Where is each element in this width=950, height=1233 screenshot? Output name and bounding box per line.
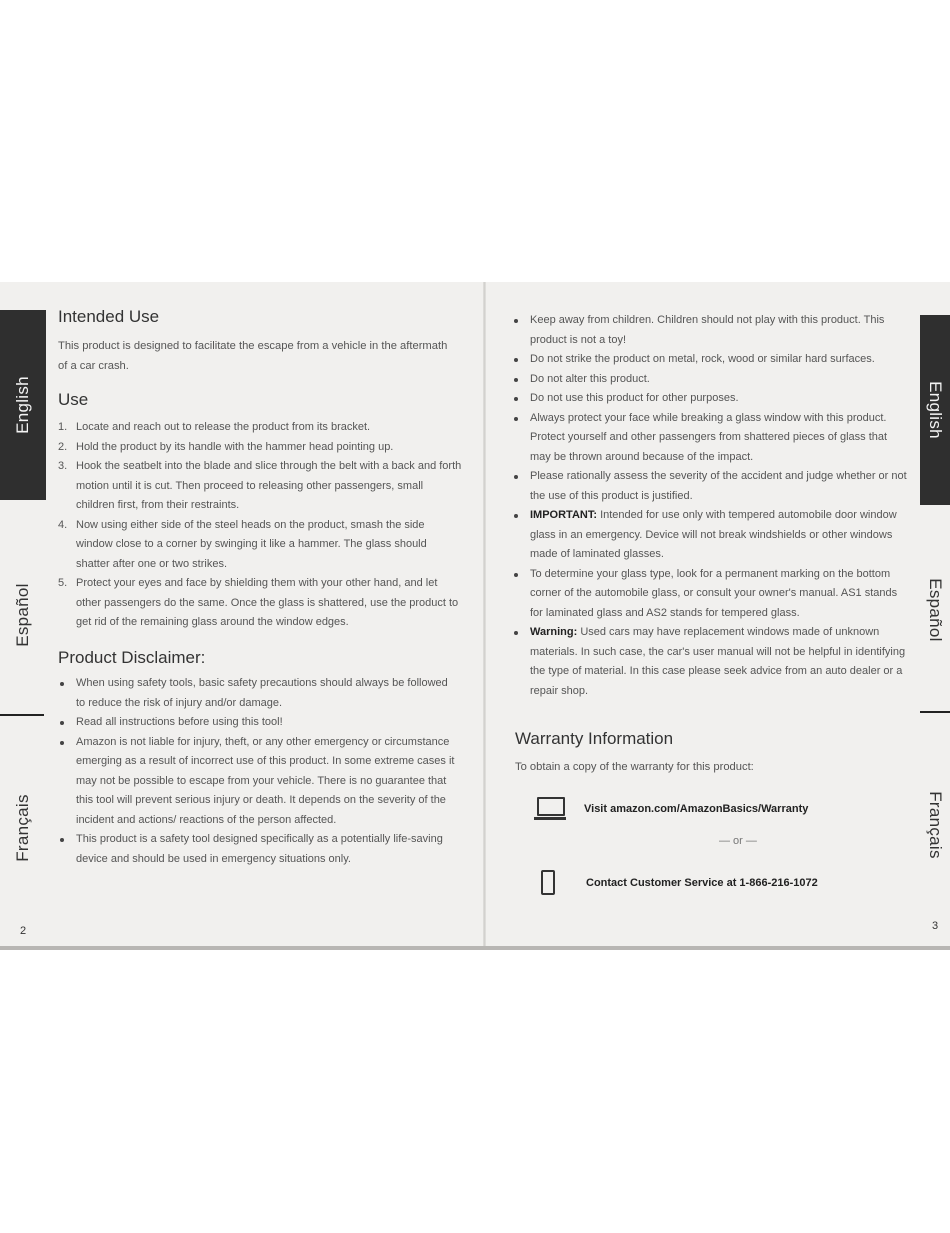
list-item: IMPORTANT: Intended for use only with tempered automobile door window glass in an emergency. Device will not break windshields or other windows made of laminated glasses. (512, 506, 908, 565)
laptop-icon (534, 797, 566, 821)
tab-francais-left[interactable] (0, 740, 46, 915)
intended-use-heading: Intended Use (58, 307, 160, 326)
list-item: This product is a safety tool designed specifically as a potentially life-saving device and should be used in emergency situations only. (58, 830, 458, 869)
list-item: 3. Hook the seatbelt into the blade and slice through the belt with a back and forth motion until it is cut. Then proceed to releasing other passengers, small children first, from their restraints. (58, 460, 462, 511)
tab-english-label: English (926, 381, 946, 439)
bullet-icon (514, 514, 518, 518)
use-steps (58, 418, 463, 633)
customer-service-row (541, 870, 818, 895)
tab-english-label: English (13, 376, 33, 434)
intended-use-text: This product is designed to facilitate the escape from a vehicle in the aftermath of a car crash. (58, 340, 448, 372)
list-item: 2. Hold the product by its handle with the hammer head pointing up. (58, 440, 394, 453)
tab-francais-label: Français (926, 790, 945, 859)
tab-espanol-label: Español (926, 577, 946, 642)
bullet-icon (60, 741, 64, 745)
use-heading: Use (58, 390, 89, 409)
list-item: 5. Protect your eyes and face by shielding them with your other hand, and let other passengers do the same. Once the glass is shattered, use the product to get rid of the remaining glass around the window edges. (58, 577, 459, 628)
or-separator: — or — (719, 835, 757, 847)
list-item: Please rationally assess the severity of the accident and judge whether or not the use of this product is justified. (512, 467, 908, 506)
bullet-icon (514, 397, 518, 401)
bullet-icon (514, 475, 518, 479)
tab-english-left[interactable] (0, 310, 46, 500)
list-item: Do not alter this product. (512, 370, 908, 390)
tab-francais-label: Français (13, 793, 32, 862)
list-item: Keep away from children. Children should not play with this product. This product is not a toy! (512, 311, 908, 350)
bullet-icon (514, 378, 518, 382)
list-item: 1. Locate and reach out to release the product from its bracket. (58, 421, 371, 433)
bullet-icon (514, 631, 518, 635)
tab-divider (920, 711, 950, 713)
right-page (486, 282, 950, 950)
list-item: Read all instructions before using this tool! (58, 713, 458, 733)
bullet-icon (60, 838, 64, 842)
warranty-visit-row (534, 797, 808, 821)
tab-espanol-right[interactable] (920, 527, 950, 692)
bullet-icon (514, 358, 518, 362)
bullet-icon (60, 721, 64, 725)
bullet-icon (514, 417, 518, 421)
page-number-right: 3 (932, 920, 939, 932)
warranty-link[interactable]: Visit amazon.com/AmazonBasics/Warranty (584, 803, 809, 815)
customer-service-phone[interactable]: Contact Customer Service at 1-866-216-1072 (586, 876, 818, 889)
warning-label: Warning: (530, 626, 578, 638)
phone-icon (541, 870, 555, 895)
left-page (0, 282, 483, 950)
bullet-icon (514, 573, 518, 577)
bullet-icon (60, 682, 64, 686)
list-item: 4. Now using either side of the steel heads on the product, smash the side window close to a corner by swinging it like a hammer. The glass should shatter after one or two strikes. (58, 518, 427, 570)
manual-spread (0, 282, 950, 950)
list-item: To determine your glass type, look for a permanent marking on the bottom corner of the automobile glass, or consult your owner's manual. AS1 stands for laminated glass and AS2 stands for tempered glass. (512, 565, 908, 624)
list-item: Amazon is not liable for injury, theft, or any other emergency or circumstance emerging as a result of incorrect use of this product. In some extreme cases it may not be possible to escape from your vehicle. There is no guarantee that this tool will prevent serious injury or death. It depends on the severity of the incident and actions/ reactions of the person affected. (58, 733, 458, 831)
list-item: Warning: Used cars may have replacement windows made of unknown materials. In such case, the car's user manual will not be helpful in identifying the type of material. In this case please seek advice from an auto dealer or a repair shop. (512, 623, 908, 701)
tab-espanol-left[interactable] (0, 532, 46, 697)
important-label: IMPORTANT: (530, 509, 598, 521)
tab-english-right[interactable] (920, 315, 950, 505)
warranty-intro: To obtain a copy of the warranty for this product: (515, 761, 754, 773)
list-item: Do not use this product for other purposes. (512, 389, 908, 409)
tab-espanol-label: Español (13, 582, 33, 647)
list-item: Do not strike the product on metal, rock, wood or similar hard surfaces. (512, 350, 908, 370)
tab-divider (0, 714, 44, 716)
bullet-icon (514, 319, 518, 323)
disclaimer-heading: Product Disclaimer: (58, 648, 206, 667)
list-item: When using safety tools, basic safety precautions should always be followed to reduce the risk of injury and/or damage. (58, 674, 458, 713)
list-item: Always protect your face while breaking a glass window with this product. Protect yourself and other passengers from shattered pieces of glass that may be thrown around because of the impact. (512, 409, 908, 468)
safety-list (512, 311, 908, 701)
warranty-heading: Warranty Information (515, 729, 674, 748)
disclaimer-list (58, 674, 458, 869)
tab-francais-right[interactable] (920, 737, 950, 912)
page-number-left: 2 (20, 925, 27, 937)
